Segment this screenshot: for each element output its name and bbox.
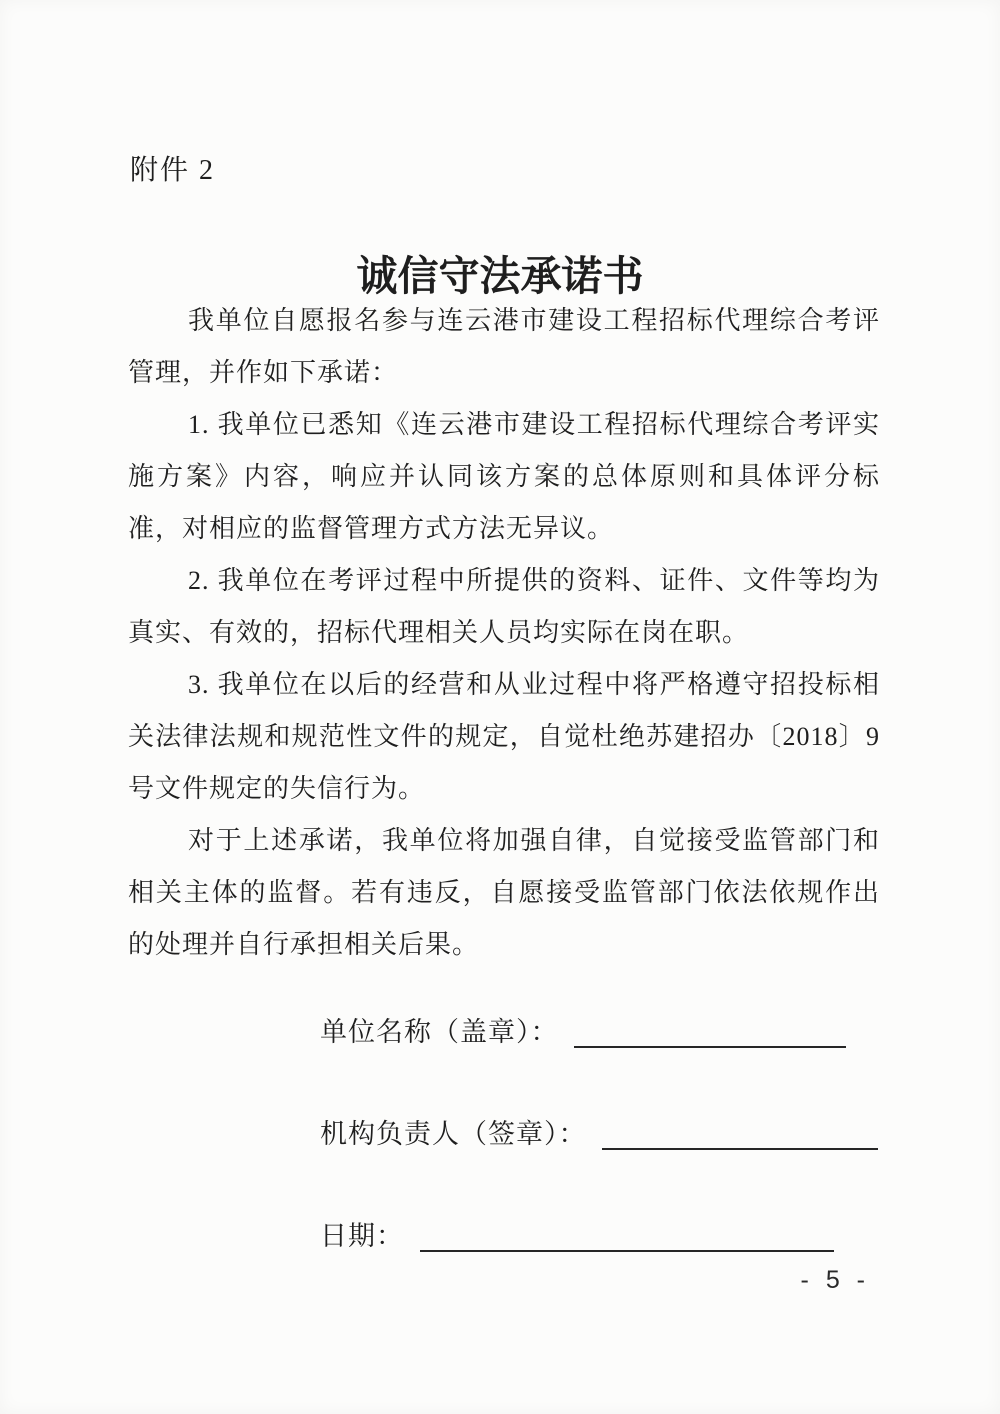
- body-paragraph-item-2: 2. 我单位在考评过程中所提供的资料、证件、文件等均为真实、有效的，招标代理相关人员均实际在岗在职。: [128, 566, 880, 647]
- signature-row-responsible-person: [320, 1112, 878, 1156]
- unit-name-blank-line: [574, 1016, 846, 1048]
- body-paragraph-item-3: 3. 我单位在以后的经营和从业过程中将严格遵守招投标相关法律法规和规范性文件的规定，自觉杜绝苏建招办〔2018〕9号文件规定的失信行为。: [128, 670, 880, 803]
- date-label: 日期：: [320, 1221, 404, 1251]
- signature-row-unit-name: [320, 1010, 878, 1054]
- page-number: - 5 -: [800, 1266, 870, 1294]
- body-paragraph-item-1: 1. 我单位已悉知《连云港市建设工程招标代理综合考评实施方案》内容，响应并认同该方案的总体原则和具体评分标准，对相应的监督管理方式方法无异议。: [128, 410, 880, 543]
- responsible-person-blank-line: [602, 1118, 878, 1150]
- responsible-person-label: 机构负责人（签章）：: [320, 1119, 587, 1149]
- page-title: 诚信守法承诺书: [356, 253, 644, 300]
- body-paragraph-intro: 我单位自愿报名参与连云港市建设工程招标代理综合考评管理，并作如下承诺：: [128, 306, 880, 387]
- body-paragraph-closing: 对于上述承诺，我单位将加强自律，自觉接受监管部门和相关主体的监督。若有违反，自愿接受监管部门依法依规作出的处理并自行承担相关后果。: [128, 826, 880, 959]
- signature-row-date: [320, 1214, 878, 1258]
- signature-block: [320, 1010, 878, 1316]
- date-blank-line: [420, 1220, 834, 1252]
- attachment-label: 附件 2: [130, 155, 216, 186]
- unit-name-label: 单位名称（盖章）：: [320, 1017, 559, 1047]
- document-body: [128, 295, 880, 971]
